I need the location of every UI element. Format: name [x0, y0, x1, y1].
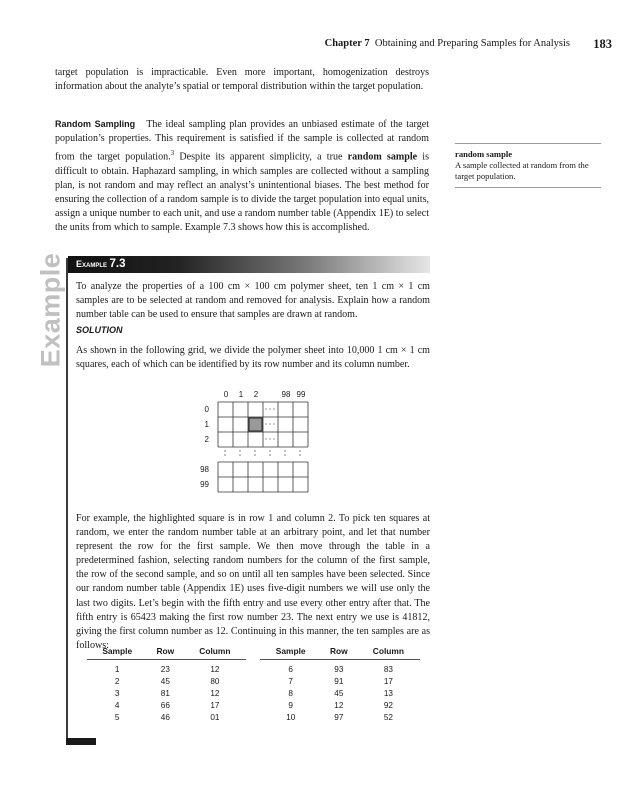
table-row — [87, 676, 420, 688]
example-side-label: Example — [35, 252, 66, 368]
table-row — [87, 660, 420, 677]
table-cell: 9 — [288, 701, 293, 710]
example-problem: To analyze the properties of a 100 cm × 100 cm polymer sheet, ten 1 cm × 1 cm samples are to be selected at random and removed for analysis. Explain how a random number table can be used to ensure that samples are drawn at random. — [76, 281, 430, 321]
table-cell: 5 — [114, 713, 120, 722]
table-cell: 17 — [383, 677, 393, 686]
running-header — [300, 38, 612, 54]
chapter-label: Chapter 7 — [324, 38, 370, 49]
grid-row-label: 1 — [204, 420, 209, 429]
table-cell: 7 — [288, 677, 293, 686]
table-cell: 52 — [383, 713, 393, 722]
table-cell: 12 — [210, 665, 220, 674]
paragraph-random-sampling — [55, 117, 429, 235]
table-header-row — [87, 643, 420, 660]
chapter-title: Obtaining and Preparing Samples for Analysis — [374, 38, 570, 49]
solution-paragraph-2: For example, the highlighted square is in row 1 and column 2. To pick ten squares at random, we enter the random number table at an arbitrary point, and let that number represent the row for the first sample. We then move through the table in a predetermined fashion, selecting random numbers for the column of the first sample, the row of the second sample, and so on until all ten samples have been selected. Since our random number table (Appendix 1E) uses five-digit numbers we will use only the last two digits. Let’s begin with the fifth entry and use every other entry after that. The fifth entry is 65423 making the first row number 23. The next entry we use is 41812, giving the first column number as 12. Continuing in this manner, the ten samples are as follows: — [76, 513, 430, 651]
grid-lines — [218, 402, 308, 492]
column-gap — [246, 643, 260, 660]
table-cell: 46 — [160, 713, 170, 722]
paragraph-homogenization: target population is impracticable. Even more important, homogenization destroys information about the analyte’s spatial or temporal distribution within the target population. — [55, 67, 429, 93]
column-gap — [246, 676, 260, 688]
table-cell: 12 — [210, 689, 220, 698]
table-cell: 3 — [114, 689, 120, 698]
grid-row-label: 99 — [200, 480, 209, 489]
paragraph-text-a: The ideal sampling plan provides an unbiased estimate of the target population’s properties. This requirement is satisfied if the sample is collected at random from the target population. — [55, 119, 429, 163]
column-gap — [246, 688, 260, 700]
solution-paragraph-1: As shown in the following grid, we divide the polymer sheet into 10,000 1 cm × 1 cm squares, each of which can be identified by its row number and its column number. — [76, 345, 430, 371]
key-term: random sample — [347, 151, 418, 163]
grid-column-label: 1 — [238, 390, 244, 399]
margin-definition — [455, 143, 601, 188]
table-cell: 45 — [160, 677, 170, 686]
table-cell: 01 — [210, 713, 220, 722]
table-cell: 92 — [383, 701, 393, 710]
example-end-marker — [66, 738, 96, 745]
table-cell: 23 — [160, 665, 170, 674]
table-cell: 81 — [160, 689, 170, 698]
grid-figure — [195, 388, 315, 498]
margin-definition-text: A sample collected at random from the target population. — [455, 160, 589, 181]
column-header: Column — [357, 643, 420, 660]
grid-row-label: 98 — [200, 465, 209, 474]
example-label: Example — [76, 259, 108, 269]
section-heading-random-sampling: Random Sampling — [55, 119, 136, 129]
footnote-ref: 3 — [170, 149, 175, 158]
table-cell: 66 — [160, 701, 170, 710]
example-number: 7.3 — [109, 258, 126, 270]
solution-heading: SOLUTION — [76, 325, 123, 335]
table-cell: 6 — [288, 665, 293, 674]
margin-term: random sample — [455, 149, 513, 159]
table-row — [87, 712, 420, 724]
grid-column-label: 0 — [223, 390, 229, 399]
table-cell: 12 — [334, 701, 344, 710]
grid-column-label: 98 — [281, 390, 291, 399]
table-cell: 93 — [334, 665, 344, 674]
random-samples-table — [87, 643, 420, 724]
chapter-heading — [325, 38, 570, 49]
table-cell: 10 — [286, 713, 296, 722]
table-cell: 45 — [334, 689, 344, 698]
table-row — [87, 688, 420, 700]
table-cell: 83 — [383, 665, 393, 674]
column-header: Row — [147, 643, 183, 660]
table-cell: 80 — [210, 677, 220, 686]
grid-column-label: 2 — [253, 390, 259, 399]
example-banner — [68, 256, 430, 273]
paragraph-text-b: Despite its apparent simplicity, a true — [174, 151, 348, 163]
column-header: Column — [183, 643, 246, 660]
column-header: Row — [321, 643, 357, 660]
table-cell: 91 — [334, 677, 344, 686]
table-cell: 13 — [383, 689, 393, 698]
table-cell: 4 — [114, 701, 120, 710]
column-gap — [246, 660, 260, 677]
example-side-bar — [66, 258, 68, 742]
column-header: Sample — [87, 643, 147, 660]
table-cell: 1 — [114, 665, 120, 674]
page-number: 183 — [593, 37, 612, 51]
example-title — [76, 257, 126, 272]
grid-row-label: 0 — [204, 405, 209, 414]
grid-svg — [195, 388, 315, 498]
paragraph-text-c: is difficult to obtain. Haphazard sampling, in which samples are collected without a sampling plan, is not random and may reflect an analyst’s unintentional biases. The best method for ensuring the collection of a random sample is to divide the target population into equal units, assign a unique number to each unit, and use a random number table (Appendix 1E) to select the units from which to sample. Example 7.3 shows how this is accomplished. — [55, 151, 430, 233]
table-row — [87, 700, 420, 712]
grid-column-label: 99 — [296, 390, 306, 399]
highlighted-square — [249, 418, 262, 431]
column-gap — [246, 700, 260, 712]
grid-ellipsis-marks — [225, 409, 300, 458]
grid-row-label: 2 — [204, 435, 209, 444]
column-header: Sample — [260, 643, 320, 660]
table-cell: 97 — [334, 713, 344, 722]
table-cell: 17 — [210, 701, 220, 710]
table-cell: 8 — [288, 689, 293, 698]
table-cell: 2 — [114, 677, 120, 686]
column-gap — [246, 712, 260, 724]
